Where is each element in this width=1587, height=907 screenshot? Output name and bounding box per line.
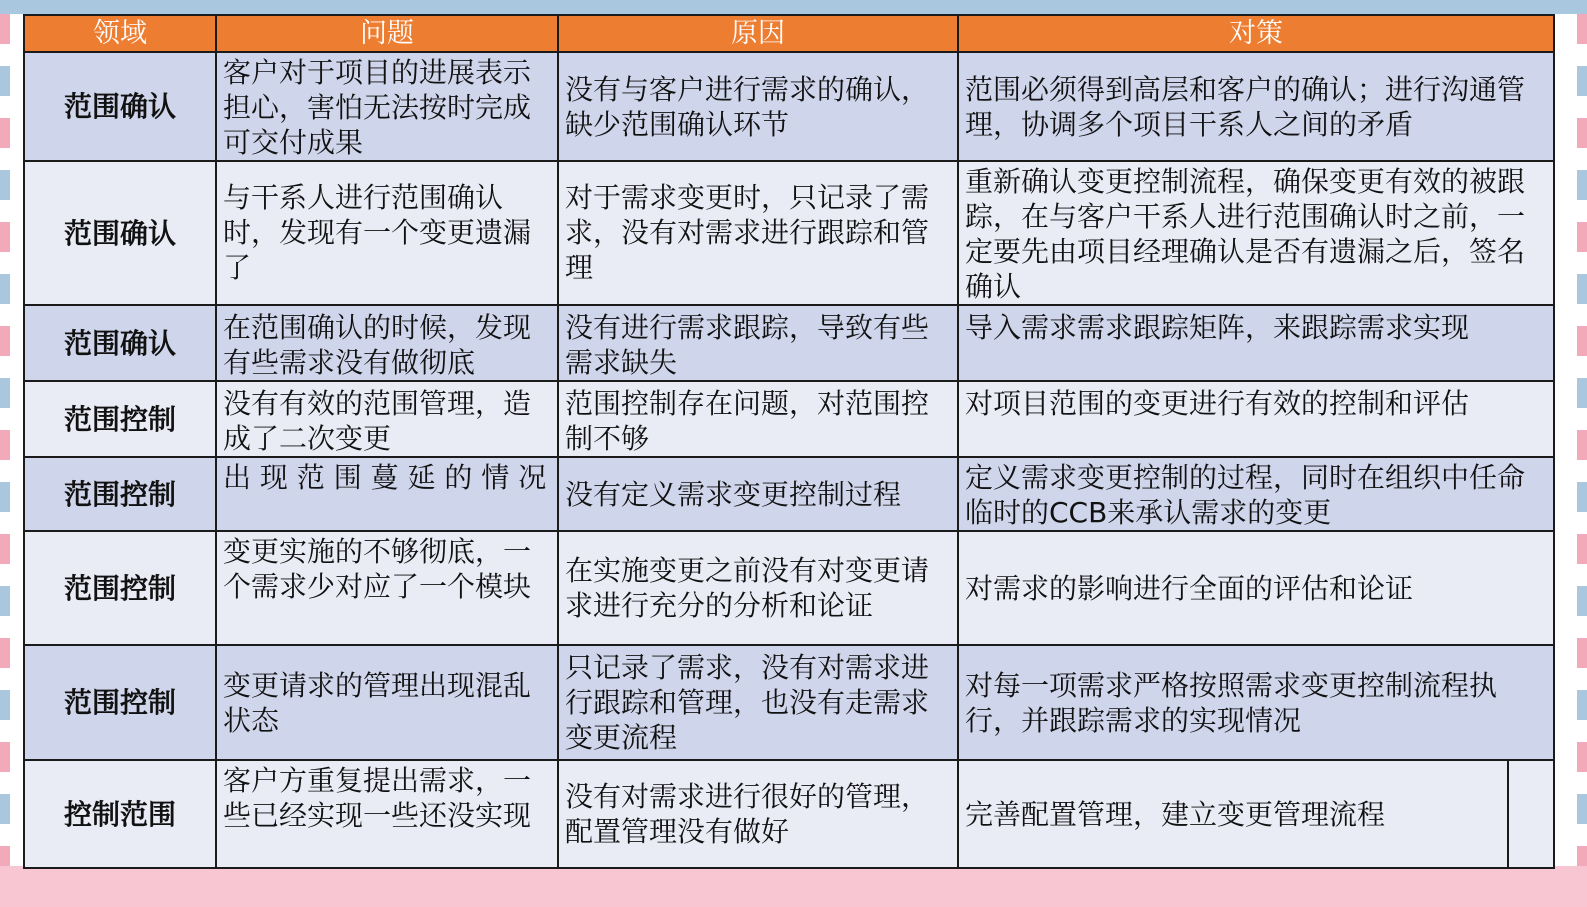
header-cause: 原因 xyxy=(558,15,958,52)
header-issue: 问题 xyxy=(216,15,558,52)
issue-cell: 变更实施的不够彻底，一个需求少对应了一个模块 xyxy=(216,531,558,645)
cause-cell: 只记录了需求，没有对需求进行跟踪和管理，也没有走需求变更流程 xyxy=(558,645,958,760)
issue-cell: 出 现 范 围 蔓 延 的 情 况 xyxy=(216,457,558,531)
cause-cell: 没有对需求进行很好的管理，配置管理没有做好 xyxy=(558,760,958,868)
action-text: 完善配置管理，建立变更管理流程 xyxy=(965,797,1386,831)
action-cell: 对项目范围的变更进行有效的控制和评估 xyxy=(958,381,1554,457)
cause-cell: 对于需求变更时，只记录了需求，没有对需求进行跟踪和管理 xyxy=(558,161,958,305)
issue-cell: 变更请求的管理出现混乱状态 xyxy=(216,645,558,760)
table-row xyxy=(24,305,1554,381)
cause-cell: 没有定义需求变更控制过程 xyxy=(558,457,958,531)
scope-issues-table xyxy=(23,14,1555,869)
domain-cell: 范围控制 xyxy=(24,531,216,645)
cause-cell: 在实施变更之前没有对变更请求进行充分的分析和论证 xyxy=(558,531,958,645)
cause-cell: 没有与客户进行需求的确认，缺少范围确认环节 xyxy=(558,52,958,161)
action-cell xyxy=(958,760,1554,868)
issue-cell: 与干系人进行范围确认时，发现有一个变更遗漏了 xyxy=(216,161,558,305)
table-row xyxy=(24,457,1554,531)
domain-cell: 范围控制 xyxy=(24,381,216,457)
action-cell: 定义需求变更控制的过程，同时在组织中任命临时的CCB来承认需求的变更 xyxy=(958,457,1554,531)
top-border-strip xyxy=(0,0,1587,14)
table-header-row xyxy=(24,15,1554,52)
action-cell: 范围必须得到高层和客户的确认；进行沟通管理，协调多个项目干系人之间的矛盾 xyxy=(958,52,1554,161)
issue-cell: 没有有效的范围管理，造成了二次变更 xyxy=(216,381,558,457)
domain-cell: 范围控制 xyxy=(24,457,216,531)
issue-cell: 在范围确认的时候，发现有些需求没有做彻底 xyxy=(216,305,558,381)
trailing-divider xyxy=(1507,761,1509,867)
table-row xyxy=(24,52,1554,161)
action-cell: 对需求的影响进行全面的评估和论证 xyxy=(958,531,1554,645)
domain-cell: 范围确认 xyxy=(24,52,216,161)
left-decorative-border xyxy=(0,14,10,866)
action-cell: 对每一项需求严格按照需求变更控制流程执行，并跟踪需求的实现情况 xyxy=(958,645,1554,760)
right-decorative-border xyxy=(1577,14,1587,866)
domain-cell: 范围确认 xyxy=(24,161,216,305)
bottom-border-strip xyxy=(0,866,1587,907)
table-row xyxy=(24,531,1554,645)
table-row xyxy=(24,760,1554,868)
issue-cell: 客户对于项目的进展表示担心，害怕无法按时完成可交付成果 xyxy=(216,52,558,161)
cause-cell: 范围控制存在问题，对范围控制不够 xyxy=(558,381,958,457)
table-row xyxy=(24,381,1554,457)
issue-cell: 客户方重复提出需求，一些已经实现一些还没实现 xyxy=(216,760,558,868)
cause-cell: 没有进行需求跟踪，导致有些需求缺失 xyxy=(558,305,958,381)
table-row xyxy=(24,645,1554,760)
domain-cell: 范围确认 xyxy=(24,305,216,381)
action-cell: 导入需求需求跟踪矩阵，来跟踪需求实现 xyxy=(958,305,1554,381)
domain-cell: 控制范围 xyxy=(24,760,216,868)
header-action: 对策 xyxy=(958,15,1554,52)
domain-cell: 范围控制 xyxy=(24,645,216,760)
action-cell: 重新确认变更控制流程，确保变更有效的被跟踪，在与客户干系人进行范围确认时之前，一定要先由项目经理确认是否有遗漏之后，签名确认 xyxy=(958,161,1554,305)
header-domain: 领域 xyxy=(24,15,216,52)
table-row xyxy=(24,161,1554,305)
